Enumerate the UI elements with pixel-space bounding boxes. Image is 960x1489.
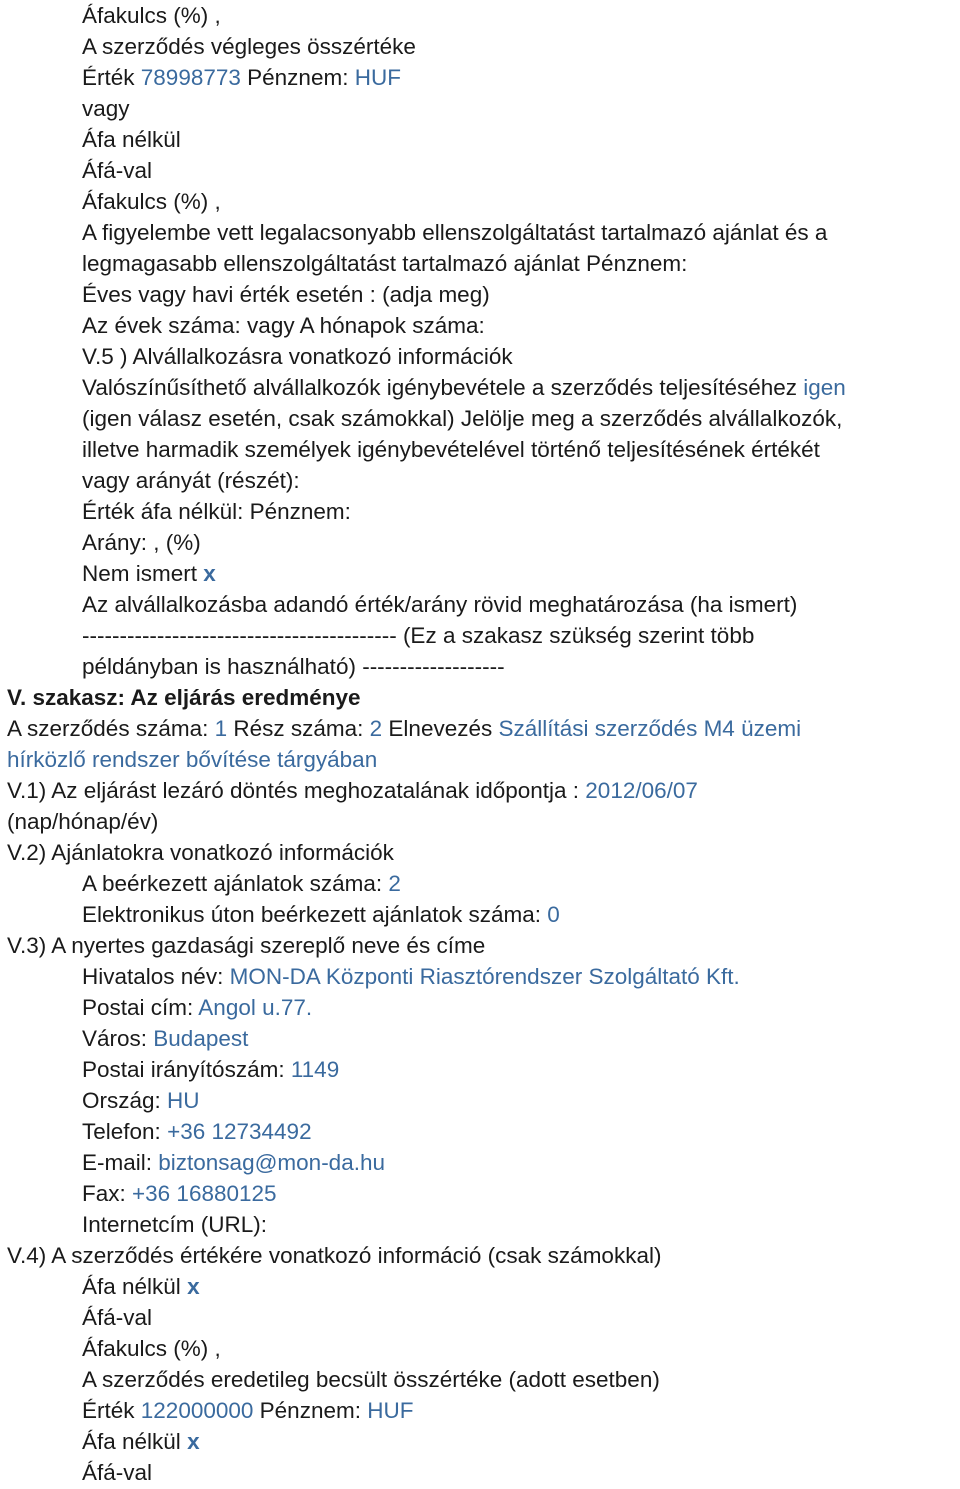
vat-rate-label-2 xyxy=(82,188,221,218)
contract-number: 1 xyxy=(214,716,228,741)
contract-title: Szállítási szerződés M4 üzemi xyxy=(498,716,802,741)
text-span: Fax: xyxy=(82,1181,133,1206)
text-span: Arány: , (%) xyxy=(82,530,201,555)
country-row xyxy=(82,1087,200,1117)
without-vat-mark: x xyxy=(187,1274,200,1299)
text-span: Áfá-val xyxy=(82,158,153,183)
with-vat-label-2 xyxy=(82,1304,152,1334)
text-span: A szerződés eredetileg becsült összértéke (adott esetben) xyxy=(82,1367,660,1392)
text-span: Telefon: xyxy=(82,1119,168,1144)
text-span: Hivatalos név: xyxy=(82,964,230,989)
text-span: Postai cím: xyxy=(82,995,199,1020)
unknown-mark: x xyxy=(203,561,216,586)
contract-value-heading xyxy=(7,1242,661,1272)
text-span: E-mail: xyxy=(82,1150,159,1175)
text-span: Áfakulcs (%) , xyxy=(82,189,221,214)
ratio-label xyxy=(82,529,201,559)
value-without-vat-label xyxy=(82,498,351,528)
final-currency: HUF xyxy=(354,65,401,90)
text-span: Valószínűsíthető alvállalkozók igénybevétele a szerződés teljesítéséhez xyxy=(82,375,804,400)
decision-date-row xyxy=(7,777,698,807)
final-value-row xyxy=(82,64,401,94)
text-span: A beérkezett ajánlatok száma: xyxy=(82,871,389,896)
text-span: Város: xyxy=(82,1026,154,1051)
text-span: Postai irányítószám: xyxy=(82,1057,291,1082)
email-link[interactable]: biztonsag@mon-da.hu xyxy=(158,1150,385,1175)
final-total-label xyxy=(82,33,416,63)
years-months-text xyxy=(82,312,485,342)
text-span: Pénznem: xyxy=(253,1398,368,1423)
text-span: vagy arányát (részét): xyxy=(82,468,300,493)
text-span: (igen válasz esetén, csak számokkal) Jelölje meg a szerződés alvállalkozók, xyxy=(82,406,843,431)
highest-offer-text xyxy=(82,250,687,280)
with-vat-label-3 xyxy=(82,1459,152,1489)
without-vat-row xyxy=(82,1273,200,1303)
text-span: Nem ismert xyxy=(82,561,204,586)
phone: +36 12734492 xyxy=(167,1119,312,1144)
estimated-total-label xyxy=(82,1366,660,1396)
estimated-value-row xyxy=(82,1397,413,1427)
postal-address: Angol u.77. xyxy=(198,995,313,1020)
text-span: V.4) A szerződés értékére vonatkozó információ (csak számokkal) xyxy=(7,1243,662,1268)
text-span: Áfá-val xyxy=(82,1305,153,1330)
country: HU xyxy=(167,1088,200,1113)
vat-rate-label xyxy=(82,2,221,32)
part-number: 2 xyxy=(369,716,383,741)
text-span: Áfa nélkül xyxy=(82,1274,188,1299)
text-span: (nap/hónap/év) xyxy=(7,809,159,834)
city-row xyxy=(82,1025,248,1055)
text-span: A szerződés száma: xyxy=(7,716,215,741)
or-label xyxy=(82,95,130,125)
text-span: V.1) Az eljárást lezáró döntés meghozatalának időpontja : xyxy=(7,778,586,803)
offers-received-row xyxy=(82,870,401,900)
text-span: illetve harmadik személyek igénybevételével történő teljesítésének értékét xyxy=(82,437,820,462)
postcode: 1149 xyxy=(290,1057,340,1082)
text-span: Áfá-val xyxy=(82,1460,153,1485)
text-span: Áfakulcs (%) , xyxy=(82,1336,221,1361)
text-span: hírközlő rendszer bővítése tárgyában xyxy=(7,747,378,772)
text-span: Érték xyxy=(82,1398,141,1423)
text-span: Az alvállalkozásba adandó érték/arány rövid meghatározása (ha ismert) xyxy=(82,592,798,617)
subcontractor-likely-value: igen xyxy=(803,375,846,400)
text-span: Érték xyxy=(82,65,141,90)
subcontracting-text-3 xyxy=(82,467,300,497)
city: Budapest xyxy=(153,1026,249,1051)
text-span: V.2) Ajánlatokra vonatkozó információk xyxy=(7,840,394,865)
offers-received: 2 xyxy=(388,871,401,896)
electronic-offers-row xyxy=(82,901,560,931)
section-v-heading xyxy=(7,684,361,714)
subcontracting-heading xyxy=(82,343,513,373)
fax: +36 16880125 xyxy=(132,1181,277,1206)
text-span: példányban is használható) ------------------- xyxy=(82,654,505,679)
subcontracting-text-1 xyxy=(82,405,842,435)
text-span: Éves vagy havi érték esetén : (adja meg) xyxy=(82,282,490,307)
subcontractor-likely-row xyxy=(82,374,846,404)
vat-rate-label-3 xyxy=(82,1335,221,1365)
text-span: V.5 ) Alvállalkozásra vonatkozó információk xyxy=(82,344,513,369)
without-vat-row-2 xyxy=(82,1428,200,1458)
section-repeat-note-2 xyxy=(82,653,505,683)
fax-row xyxy=(82,1180,277,1210)
text-span: Áfa nélkül xyxy=(82,127,181,152)
postal-address-row xyxy=(82,994,312,1024)
contract-title-cont xyxy=(7,746,377,776)
without-vat-label xyxy=(82,126,181,156)
official-name-row xyxy=(82,963,740,993)
text-span: ------------------------------------------ (Ez a szakasz szükség szerint több xyxy=(82,623,755,648)
date-format-label xyxy=(7,808,158,838)
text-span: V. szakasz: Az eljárás eredménye xyxy=(7,685,361,710)
section-repeat-note-1 xyxy=(82,622,754,652)
without-vat-mark-2: x xyxy=(187,1429,200,1454)
text-span: Elektronikus úton beérkezett ajánlatok száma: xyxy=(82,902,548,927)
text-span: Elnevezés xyxy=(382,716,499,741)
text-span: vagy xyxy=(82,96,130,121)
annual-monthly-text xyxy=(82,281,490,311)
text-span: Áfakulcs (%) , xyxy=(82,3,221,28)
url-row xyxy=(82,1211,267,1241)
subcontracting-text-2 xyxy=(82,436,820,466)
text-span: Internetcím (URL): xyxy=(82,1212,268,1237)
text-span: Áfa nélkül xyxy=(82,1429,188,1454)
with-vat-label xyxy=(82,157,152,187)
email-row xyxy=(82,1149,385,1179)
final-value: 78998773 xyxy=(140,65,241,90)
estimated-currency: HUF xyxy=(367,1398,414,1423)
electronic-offers: 0 xyxy=(547,902,560,927)
text-span: Érték áfa nélkül: Pénznem: xyxy=(82,499,351,524)
text-span: Pénznem: xyxy=(240,65,355,90)
phone-row xyxy=(82,1118,312,1148)
postcode-row xyxy=(82,1056,339,1086)
official-name: MON-DA Központi Riasztórendszer Szolgáltató Kft. xyxy=(229,964,740,989)
text-span: A figyelembe vett legalacsonyabb ellenszolgáltatást tartalmazó ajánlat és a xyxy=(82,220,828,245)
estimated-value: 122000000 xyxy=(140,1398,254,1423)
unknown-row xyxy=(82,560,216,590)
offers-heading xyxy=(7,839,394,869)
subcontracting-description xyxy=(82,591,797,621)
text-span: Ország: xyxy=(82,1088,168,1113)
winner-heading xyxy=(7,932,485,962)
text-span: A szerződés végleges összértéke xyxy=(82,34,416,59)
contract-number-row xyxy=(7,715,801,745)
decision-date: 2012/06/07 xyxy=(585,778,698,803)
text-span: Az évek száma: vagy A hónapok száma: xyxy=(82,313,485,338)
text-span: legmagasabb ellenszolgáltatást tartalmazó ajánlat Pénznem: xyxy=(82,251,688,276)
text-span: V.3) A nyertes gazdasági szereplő neve és címe xyxy=(7,933,486,958)
lowest-offer-text xyxy=(82,219,827,249)
text-span: Rész száma: xyxy=(227,716,370,741)
